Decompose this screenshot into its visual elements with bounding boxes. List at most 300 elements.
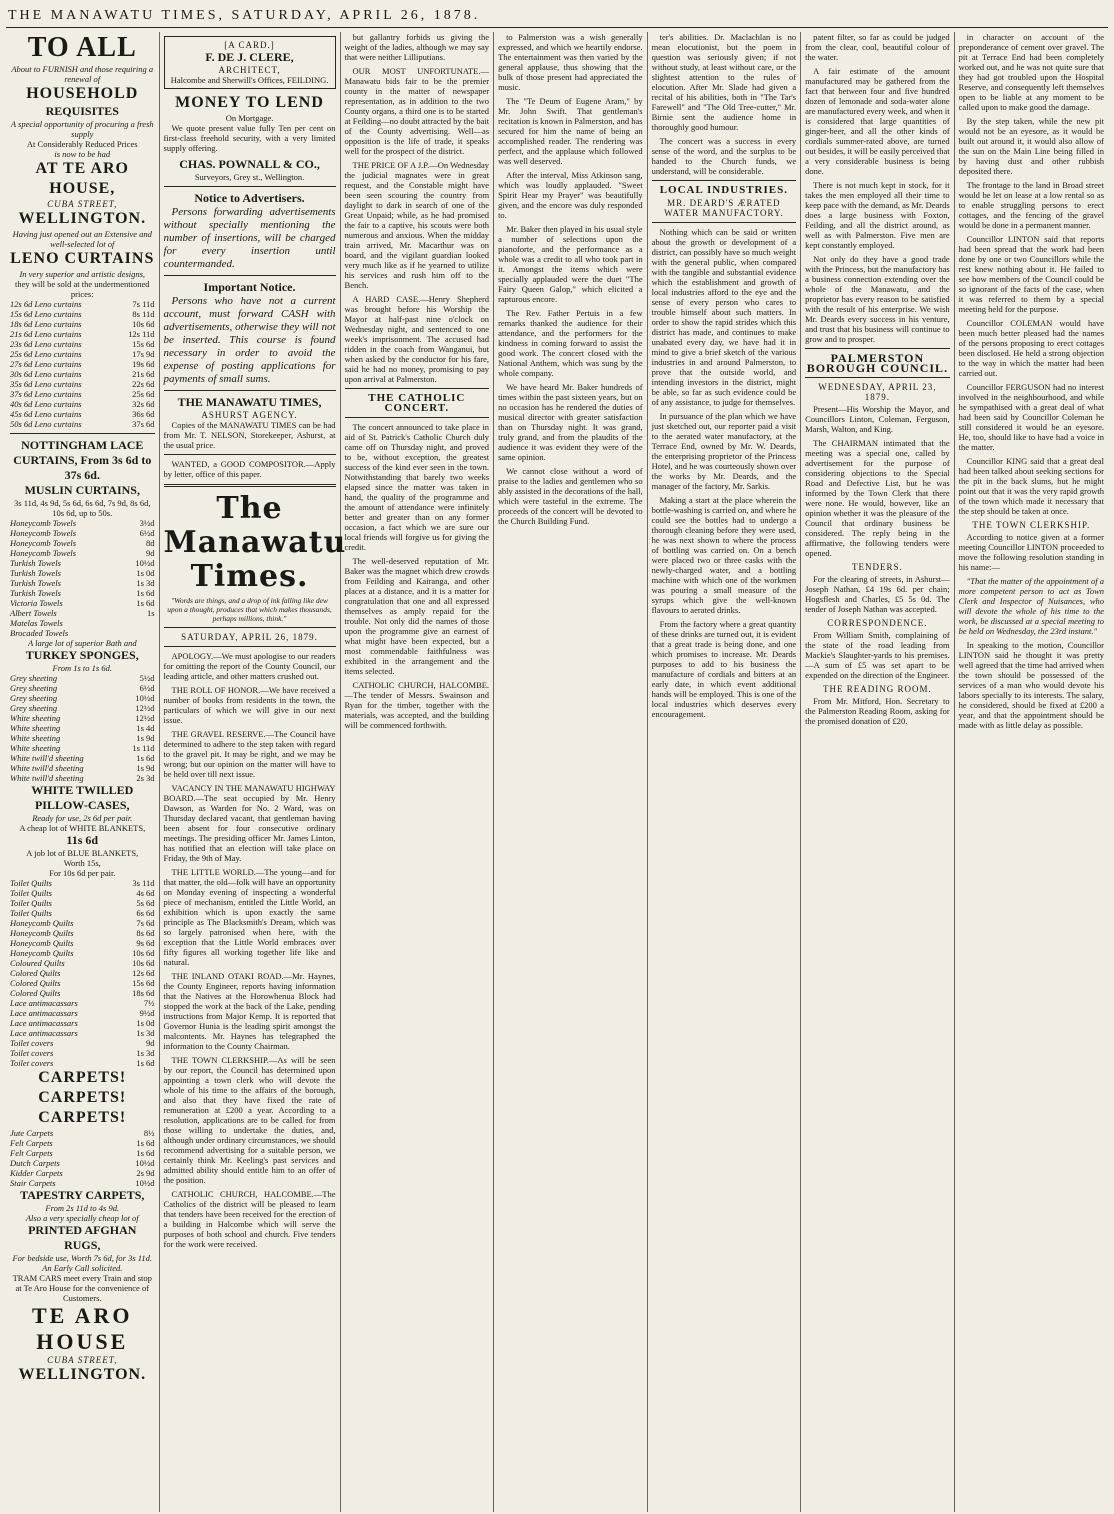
card-name: F. DE J. CLERE, [205, 50, 294, 64]
article-text: in character on account of the preponderance of cement over gravel. The pit at Terrace End had been completely worked out, and he was not quite sure that they had got troubled upon the Hospital Reserve, and consequently left themselves open to be liable at any moment to be called upon to make good the damage. [958, 32, 1105, 112]
price-value: 10s 6d [132, 958, 155, 968]
price-row [10, 753, 155, 763]
concert-heading: THE CATHOLIC CONCERT. [368, 392, 466, 414]
price-row [10, 618, 155, 628]
price-value: 10½d [135, 693, 155, 703]
column-1-advertisement [6, 32, 160, 1512]
notice-advertisers-body: Persons forwarding advertisements without specially mentioning the number of insertions, will be charged for every insertion until countermanded. [163, 206, 336, 270]
article-text: Councillor COLEMAN would have been much better pleased had the names of the persons proposing to erect cottages been disclosed. He held a strong objection to the way in which the matter had been carried out. [958, 318, 1105, 378]
price-value: 17s 9d [132, 349, 155, 359]
price-row [10, 1148, 155, 1158]
price-item: 50s 6d Leno curtains [10, 419, 82, 429]
price-item: 45s 6d Leno curtains [10, 409, 82, 419]
price-row [10, 399, 155, 409]
price-value: 9d [146, 1038, 155, 1048]
price-value: 1s 9d [136, 763, 155, 773]
price-item: White sheeting [10, 733, 61, 743]
reading-room-heading: THE READING ROOM. [823, 684, 932, 694]
price-row [10, 1018, 155, 1028]
price-item: White twill'd sheeting [10, 753, 84, 763]
article-text: Mr. Baker then played in his usual style a number of selections upon the pianoforte, and the performance as a whole was a credit to all who took part in it. Amongst the items which were specially applauded were the duet "The Fairy Queen Galop," which elicited a rapturous encore. [498, 224, 643, 304]
price-row [10, 598, 155, 608]
article-text: The frontage to the land in Broad street would be let on lease at a low rental so as to enable struggling persons to erect cottages, and the fencing of the gravel would be done in a permanent manner. [958, 180, 1105, 230]
paper-motto: "Words are things, and a drop of ink falling like dew upon a thought, produces that which makes thousands, perhaps millions, think." [167, 596, 332, 623]
price-row [10, 888, 155, 898]
price-item: White sheeting [10, 743, 61, 753]
price-value: 36s 6d [132, 409, 155, 419]
ad-tram: TRAM CARS meet every Train and stop at Te Aro House for the convenience of Customers. [12, 1273, 152, 1303]
price-item: Dutch Carpets [10, 1158, 60, 1168]
price-item: Honeycomb Quilts [10, 928, 74, 938]
wanted-ad: WANTED, a GOOD COMPOSITOR.—Apply by letter, office of this paper. [163, 459, 336, 479]
price-item: Grey sheeting [10, 703, 58, 713]
price-row [10, 703, 155, 713]
column-3 [341, 32, 495, 1512]
price-item: 18s 6d Leno curtains [10, 319, 82, 329]
price-value: 12s 11d [128, 329, 155, 339]
price-value: 15s 6d [132, 978, 155, 988]
price-item: 25s 6d Leno curtains [10, 349, 82, 359]
price-row [10, 1178, 155, 1188]
article-text: From the factory where a great quantity of these drinks are turned out, it is evident that a great trade is being done, and one which promises to increase. Mr. Deards purposes to add to his business the manufacture of cordials and bitters at an early date, in which event additional hands will be employed. This is one of the local industries which deserves every encouragement. [651, 619, 797, 719]
price-row [10, 379, 155, 389]
price-row [10, 329, 155, 339]
column-2 [160, 32, 347, 1512]
ad-carpets: CARPETS! CARPETS! CARPETS! [38, 1069, 127, 1126]
article-concert-1: The concert announced to take place in aid of St. Patrick's Catholic Church duly came off on Thursday night, and proved to be, without exception, the greatest success of the kind ever seen in the town. Notwithstanding that barely two weeks elapsed since the matter was taken in hand, the quality of the programme and the amount of attendance were infinitely better and greater than on any former occasion, a fact which we are sure our local friends will forgive us for giving the credit. [344, 422, 490, 552]
article-text: Councillor FERGUSON had no interest involved in the neighbourhood, and while he sympathised with a great deal of what had been said by Councillor Coleman he still considered it would be an eyesore. He, too, should like to have had a voice in the matter. [958, 382, 1105, 452]
price-item: Turkish Towels [10, 588, 61, 598]
money-sub: On Mortgage. [225, 113, 274, 123]
ad-rugs-sub: For bedside use, Worth 7s 6d, for 3s 11d. [12, 1253, 153, 1263]
price-row [10, 1158, 155, 1168]
price-item: Albert Towels [10, 608, 57, 618]
divider [652, 222, 797, 223]
article-text: From William Smith, complaining of the state of the road leading from Mackie's Slaughter-yards to his premises.—A sum of £5 was set apart to be expended on the direction of the Engineer. [805, 630, 950, 680]
article-text: By the step taken, while the new pit would not be an eyesore, as it would be built out around it, it would also allow of the sun on the Main Line being filled in by having dust and other rubbish deposited there. [958, 116, 1105, 176]
divider [164, 186, 336, 187]
price-item: Jute Carpets [10, 1128, 54, 1138]
price-row [10, 723, 155, 733]
price-value: 18s 6d [132, 988, 155, 998]
ad-blankets-price: 11s 6d [66, 833, 99, 847]
article-town-clerkship: THE TOWN CLERKSHIP.—As will be seen by our report, the Council has determined upon appointing a town clerk who will devote the whole of his time to the affairs of the borough, and also that they have fixed the rate of remuneration at £200 a year. According to a resolution, applications are to be called for from those willing to undertake the duties, and, although under ordinary circumstances, we should recommend advertising for a suitable person, we certainly think Mr. Keeling's past services and admitted ability should entitle him to an offer of the position. [163, 1055, 336, 1185]
price-value: 22s 6d [132, 379, 155, 389]
price-item: White twill'd sheeting [10, 763, 84, 773]
price-item: Felt Carpets [10, 1138, 53, 1148]
ad-footer-cuba: CUBA STREET, [47, 1355, 118, 1365]
town-clerkship-heading: THE TOWN CLERKSHIP. [972, 520, 1091, 530]
ad-blue-price: For 10s 6d per pair. [49, 868, 116, 878]
local-industries-heading: LOCAL INDUSTRIES. [659, 184, 788, 196]
card-label: [A CARD.] [224, 40, 275, 50]
column-5 [648, 32, 802, 1512]
price-item: 15s 6d Leno curtains [10, 309, 82, 319]
price-row [10, 918, 155, 928]
divider [345, 417, 490, 418]
price-value: 1s 0d [136, 568, 155, 578]
ad-wellington: WELLINGTON. [18, 210, 147, 227]
ad-nottingham: NOTTINGHAM LACE CURTAINS, From 3s 6d to 37s 6d. [13, 438, 152, 482]
price-item: 30s 6d Leno curtains [10, 369, 82, 379]
price-item: White sheeting [10, 713, 61, 723]
ad-muslin-prices: 3s 11d, 4s 9d, 5s 6d, 6s 6d, 7s 9d, 8s 6d, 10s 6d, up to 50s. [14, 498, 151, 518]
price-value: 12½d [135, 703, 155, 713]
ad-turkey-sub: From 1s to 1s 6d. [52, 663, 112, 673]
ad-twilled-sub: Ready for use, 2s 6d per pair. [32, 813, 133, 823]
divider [652, 180, 797, 181]
article-catholic-church-2: CATHOLIC CHURCH, HALCOMBE.—The tender of Messrs. Swainson and Ryan for the timber, together with the materials, was accepted, and the building will be commenced forthwith. [344, 680, 490, 730]
price-value: 1s 3d [136, 1048, 155, 1058]
article-text: For the clearing of streets, in Ashurst—Joseph Nathan, £4 19s 6d. per chain; Hogsflesh and Charles, £5 5s 0d. The tender of Joseph Nathan was accepted. [805, 574, 950, 614]
ad-blankets: A cheap lot of WHITE BLANKETS, [19, 823, 146, 833]
divider [164, 390, 336, 391]
article-price-jp: THE PRICE OF A J.P.—On Wednesday the judicial magnates were in great request, and the Constable might have been seen scouring the country from daylight to dark in search of one of the Great Unpaid; while, as he had promised the fair to a captive, his scouts were both numerous and anxious. When the midday train arrived, Mr. Macarthur was on board, and the vigilant guardian looked very much like as if he yearned to utilize his services and rush him off to the Bench. [344, 160, 490, 290]
price-item: Coloured Quilts [10, 958, 65, 968]
article-text: Councillor LINTON said that reports had been spread that the work had been done by one or two Councillors while the rest knew nothing about it. He failed to see how members of the Council could be so ignorant of the facts of the case, when it was referred to them by a special meeting held for the purpose. [958, 234, 1105, 314]
article-little-world: THE LITTLE WORLD.—The young—and for that matter, the old—folk will have an opportunity on Monday evening of inspecting a wonderful piece of mechanism, entitled the Little World, an exhibition which is upon exactly the same principle as The Blacksmith's Dream, which was so largely patronised when here, with the exception that the Little World embraces over fifty figures all working together life like and natural. [163, 867, 336, 967]
price-value: 1s 6d [136, 753, 155, 763]
price-row [10, 773, 155, 783]
price-item: Lace antimacassars [10, 1008, 78, 1018]
price-value: 9d [146, 548, 155, 558]
price-row [10, 299, 155, 309]
price-row [10, 319, 155, 329]
paper-title: The Manawatu Times. [163, 491, 347, 594]
article-text: Nothing which can be said or written about the growth or development of a district, can possibly have so much weight with the general public, when compared with the tangible and substantial evidence which the establishment and growth of local industries afford to the eye and the sense of every person who cares to trouble himself about such matters. In order to show the rapid strides which this district has made, and continues to make unabated every day, we have had it in mind to give a brief sketch of the various industries in and around Palmerston, to prove that the outside world, and intending investors in the district, might be able, so far as such evidence could be of any assistance, to judge for themselves. [651, 227, 797, 407]
money-body: We quote present value fully Ten per cent on first-class freehold security, with a very limited supply offering. [163, 123, 336, 153]
ad-leno-sub: In very superior and artistic designs, [19, 269, 146, 279]
price-row [10, 898, 155, 908]
article-text: to Palmerston was a wish generally expressed, and which we heartily endorse. The entertainment was then varied by the general applause, thus showing that the bulk of those present had appreciated the music. [498, 32, 643, 92]
price-item: Honeycomb Towels [10, 538, 77, 548]
price-item: Toilet Quilts [10, 878, 52, 888]
article-text: We cannot close without a word of praise to the ladies and gentlemen who so ably assisted in the decorations of the hall, which were tasteful in the extreme. The proceeds of the concert will be devoted to the Church Building Fund. [498, 466, 643, 526]
price-row [10, 528, 155, 538]
price-value: 37s 6d [132, 419, 155, 429]
price-item: 27s 6d Leno curtains [10, 359, 82, 369]
price-value: 5½d [139, 673, 155, 683]
agency-sub: ASHURST AGENCY. [201, 410, 298, 420]
article-text: but gallantry forbids us giving the weight of the ladies, although we may say that were neither Lilliputians. [344, 32, 490, 62]
price-item: Lace antimacassars [10, 998, 78, 1008]
price-value: 1s 3d [136, 1028, 155, 1038]
price-item: Toilet Quilts [10, 898, 52, 908]
quilt-price-list [10, 878, 155, 1068]
column-6 [801, 32, 955, 1512]
price-item: Turkish Towels [10, 558, 61, 568]
price-value: 1s 6d [136, 598, 155, 608]
divider [164, 454, 336, 455]
price-value: 21s 6d [132, 369, 155, 379]
article-gravel-reserve: THE GRAVEL RESERVE.—The Council have determined to adhere to the step taken with regard to the gravel pit. It may be right, and we may be wrong; but our opinion on the matter will have to be held over till next issue. [163, 729, 336, 779]
column-7 [955, 32, 1108, 1512]
price-row [10, 359, 155, 369]
article-apology: APOLOGY.—We must apologise to our readers for omitting the report of the County Council, our leading article, and other matters crushed out. [163, 651, 336, 681]
price-item: Toilet covers [10, 1058, 54, 1068]
column-4 [494, 32, 648, 1512]
article-roll-of-honor: THE ROLL OF HONOR.—We have received a number of books from residents in the town, the particulars of which we will give in our next issue. [163, 685, 336, 725]
price-row [10, 1128, 155, 1138]
price-value: 1s 6d [136, 1058, 155, 1068]
price-value: 1s 6d [136, 1138, 155, 1148]
article-text: After the interval, Miss Atkinson sang, which was loudly applauded. "Sweet Spirit Hear my Prayer" was beautifully given, and the encore was duly responded to. [498, 170, 643, 220]
price-row [10, 369, 155, 379]
divider [164, 484, 336, 487]
price-row [10, 1048, 155, 1058]
article-catholic-church: CATHOLIC CHURCH, HALCOMBE.—The Catholics of the district will be pleased to learn that tenders have been received for the erection of a building in Halcombe which will serve the purposes of both school and church. Five tenders for the work were received. [163, 1189, 336, 1249]
price-item: Kidder Carpets [10, 1168, 63, 1178]
price-value: 6s 6d [136, 908, 155, 918]
price-item: Honeycomb Quilts [10, 938, 74, 948]
price-value: 25s 6d [132, 389, 155, 399]
price-row [10, 419, 155, 429]
price-row [10, 578, 155, 588]
ad-now-had: is now to be had [54, 149, 111, 159]
article-text: We have heard Mr. Baker hundreds of times within the past sixteen years, but on no occasion has he rendered the duties of musical director with greater satisfaction than on Thursday night. It was grand, truly grand, and from the plaudits of the audience it was evident they were of the same opinion. [498, 382, 643, 462]
price-row [10, 968, 155, 978]
article-text: Not only do they have a good trade with the Princess, but the manufactory has a business connection extending over the whole of the Manawatu, and the proprietor has every reason to be satisfied with the result of his enterprise. We wish Mr. Deards every success in his venture, and trust that his business will continue to grow and to prosper. [805, 254, 950, 344]
price-value: 2s 3d [136, 773, 155, 783]
price-value: 7s 11d [132, 299, 155, 309]
price-row [10, 988, 155, 998]
price-row [10, 1008, 155, 1018]
price-item: Honeycomb Quilts [10, 918, 74, 928]
agency-body: Copies of the MANAWATU TIMES can be had from Mr. T. NELSON, Storekeeper, Ashurst, at the usual price. [163, 420, 336, 450]
price-row [10, 998, 155, 1008]
ad-special-cheap: Also a very specially cheap lot of [25, 1213, 139, 1223]
ad-tapestry: TAPESTRY CARPETS, [20, 1188, 145, 1202]
price-row [10, 928, 155, 938]
price-item: 23s 6d Leno curtains [10, 339, 82, 349]
price-row [10, 558, 155, 568]
price-value: 3s 11d [132, 878, 155, 888]
price-value: 8s 11d [132, 309, 155, 319]
price-value: 4s 6d [136, 888, 155, 898]
article-text: Councillor KING said that a great deal had been talked about seeking sections for the pit in the back slums, but he might point out that it was the very rapid growth of the town which made it necessary that the step should be taken at once. [958, 456, 1105, 516]
article-text: Present—His Worship the Mayor, and Councillors Linton, Coleman, Ferguson, Marsh, Walton, and King. [805, 404, 950, 434]
pownall: CHAS. POWNALL & CO., [179, 157, 320, 171]
important-notice-body: Persons who have not a current account, must forward CASH with advertisements, otherwise they will not be inserted. This course is found necessary in order to avoid the expense of posting applications for payments of small sums. [163, 295, 336, 385]
price-value: 6½d [139, 528, 155, 538]
price-item: Felt Carpets [10, 1148, 53, 1158]
article-text: ter's abilities. Dr. Maclachlan is no mean elocutionist, but the poem in question was seriously given; if not without study, at least without care, or the slightest attention to the rules of elocution. After Mr. Slade had given a recital of his abilities, both in "The Tar's Farewell" and "The Old Tree-cutter," Mr. Birnie sent the audience home in thoroughly good humour. [651, 32, 797, 132]
price-item: Toilet covers [10, 1038, 54, 1048]
ad-bath: A large lot of superior Bath and [27, 638, 137, 648]
price-item: Honeycomb Towels [10, 548, 77, 558]
price-row [10, 948, 155, 958]
money-heading: MONEY TO LEND [175, 94, 324, 111]
price-row [10, 568, 155, 578]
price-item: Grey sheeting [10, 673, 58, 683]
ad-cuba: CUBA STREET, [47, 199, 118, 209]
price-item: Colored Quilts [10, 978, 61, 988]
price-value: 10s 6d [132, 319, 155, 329]
price-value: 5s 6d [136, 898, 155, 908]
ad-requisites: REQUISITES [45, 104, 119, 118]
price-value: 8s 6d [136, 928, 155, 938]
divider [345, 388, 490, 389]
price-value: 7½ [143, 998, 155, 1008]
price-value: 1s 6d [136, 1148, 155, 1158]
price-value: 9½d [139, 1008, 155, 1018]
price-row [10, 409, 155, 419]
divider [164, 646, 336, 647]
price-row [10, 908, 155, 918]
price-value: 19s 6d [132, 359, 155, 369]
ad-tapestry-sub: From 2s 11d to 4s 9d. [45, 1203, 120, 1213]
price-value: 3½d [139, 518, 155, 528]
ad-leno-sold: they will be sold at the undermentioned prices: [14, 279, 150, 299]
article-text: There is not much kept in stock, for it takes the men employed all their time to keep pace with the demand, as Mr. Deards does a large business with Foxton, Feilding, and all the district around, as well as with Palmerston. Five men are kept constantly employed. [805, 180, 950, 250]
price-item: 37s 6d Leno curtains [10, 389, 82, 399]
price-value: 12s 6d [132, 968, 155, 978]
price-value: 9s 6d [136, 938, 155, 948]
towel-price-list [10, 518, 155, 638]
pownall-sub: Surveyors, Grey st., Wellington. [194, 172, 305, 182]
ad-intro: About to FURNISH and those requiring a renewal of [11, 64, 154, 84]
price-item: Honeycomb Towels [10, 528, 77, 538]
price-row [10, 693, 155, 703]
ad-printed: PRINTED AFGHAN RUGS, [28, 1223, 137, 1252]
price-item: Victoria Towels [10, 598, 63, 608]
article-text: The Rev. Father Pertuis in a few remarks thanked the audience for their attendance, and the performers for the kindness in coming forward to assist the good work. The concert closed with the National Anthem, which was sung by the whole company. [498, 308, 643, 378]
price-row [10, 938, 155, 948]
article-text: A fair estimate of the amount manufactured may be gathered from the fact that between four and five hundred dozen of lemonade and soda-water alone are manufactured every week, and when it is considered that large quantities of ginger-beer, and all the other kinds of cordials summer-rated above, are turned out besides, it will be easily perceived that a very considerable business is being done. [805, 66, 950, 176]
ad-footer-wellington: WELLINGTON. [18, 1366, 147, 1383]
price-value: 8d [146, 538, 155, 548]
ad-early: An Early Call solicited. [42, 1263, 123, 1273]
ad-household: HOUSEHOLD [26, 85, 139, 102]
price-value: 10s 6d [132, 948, 155, 958]
price-row [10, 763, 155, 773]
price-item: Matelas Towels [10, 618, 63, 628]
price-row [10, 389, 155, 399]
price-item: 12s 6d Leno curtains [10, 299, 82, 309]
price-value: 1s 11d [132, 743, 155, 753]
price-value: 1s 3d [136, 578, 155, 588]
price-item: Toilet Quilts [10, 908, 52, 918]
ad-muslin: MUSLIN CURTAINS, [24, 483, 140, 497]
divider [10, 433, 155, 434]
article-otaki-road: THE INLAND OTAKI ROAD.—Mr. Haynes, the County Engineer, reports having information that the Natives at the Horowhenua Block had stopped the work at the back of the Lake, pending instructions from Major Kemp. It is reported that Governor Hunia is the leading spirit amongst the malcontents. Mr. Haynes has telegraphed the information to the County Chairman. [163, 971, 336, 1051]
article-concert-2: The well-deserved reputation of Mr. Baker was the magnet which drew crowds from Feilding and Kairanga, and other places at a distance, and it is a matter for congratulation that one and all expressed themselves as amply repaid for the trouble. Not only did the names of those upon the programme give an earnest of what might have been expected, but a most commendable faithfulness was exhibited in the arrangement and the items selected. [344, 556, 490, 676]
article-vacancy: VACANCY IN THE MANAWATU HIGHWAY BOARD.—The seat occupied by Mr. Henry Dawson, as Warden for No. 2 Ward, was on Thursday declared vacant, that gentleman having been absent for four consecutive ordinary meetings. The presiding officer Mr. James Linton, has notified that an election will take place on Friday, the 9th of May. [163, 783, 336, 863]
price-item: Stair Carpets [10, 1178, 56, 1188]
price-item: Turkish Towels [10, 568, 61, 578]
price-row [10, 673, 155, 683]
correspondence-heading: CORRESPONDENCE. [827, 618, 928, 628]
columns [6, 32, 1108, 1512]
price-value: 1s 6d [136, 588, 155, 598]
council-date: WEDNESDAY, APRIL 23, 1879. [818, 382, 937, 402]
price-value: 10½d [135, 1158, 155, 1168]
article-text: In pursuance of the plan which we have just sketched out, our reporter paid a visit to the aerated water manufactory, at the Terrace End, owned by Mr. W. Deards, the enterprising proprietor of the Princess Hotel, and he was courteously shown over the works by Mr. Deards, and the manager of the factory, Mr. Sarkis. [651, 411, 797, 491]
article-unfortunate: OUR MOST UNFORTUNATE.—Manawatu bids fair to be the premier county in the matter of newspaper representation, as in addition to the two County organs, a third one is to be started at Feilding—no doubt attracted by the bait of the County advertising. Well—as opposition is the life of trade, it speaks well for the prospect of the district. [344, 66, 490, 156]
ad-footer: TE ARO HOUSE [32, 1303, 133, 1354]
price-row [10, 1168, 155, 1178]
divider [805, 348, 950, 349]
price-value: 10½d [135, 558, 155, 568]
article-hard-case: A HARD CASE.—Henry Shepherd was brought before his Worship the Mayor at half-past nine o'clock on Wednesday night, and sentenced to one week's imprisonment. The accused had ridden in the coach from Wanganui, but when asked by the conductor for his fare, said he had no money, promising to pay upon arrival at Palmerston. [344, 294, 490, 384]
price-row [10, 548, 155, 558]
divider [164, 627, 336, 628]
price-item: Toilet covers [10, 1048, 54, 1058]
price-row [10, 588, 155, 598]
price-item: Brocaded Towels [10, 628, 69, 638]
ad-leno: LENO CURTAINS [10, 250, 155, 267]
ad-to-all: TO ALL [27, 32, 137, 63]
price-row [10, 978, 155, 988]
ad-blue-worth: Worth 15s, [63, 858, 101, 868]
sheeting-price-list [10, 673, 155, 783]
council-heading: PALMERSTON BOROUGH COUNCIL. [806, 351, 949, 375]
price-value: 32s 6d [132, 399, 155, 409]
carpet-price-list [10, 1128, 155, 1188]
price-row [10, 608, 155, 618]
price-row [10, 538, 155, 548]
price-row [10, 349, 155, 359]
price-row [10, 713, 155, 723]
price-item: Colored Quilts [10, 968, 61, 978]
article-text: patent filter, so far as could be judged from the clear, cool, beautiful colour of the water. [805, 32, 950, 62]
ad-special: A special opportunity of procuring a fresh supply [10, 119, 154, 139]
price-value: 1s 0d [136, 1018, 155, 1028]
price-value: 1s 9d [136, 733, 155, 743]
price-row [10, 1138, 155, 1148]
article-text: From Mr. Mitford, Hon. Secretary to the Palmerston Reading Room, asking for the promised donation of £20. [805, 696, 950, 726]
price-row [10, 878, 155, 888]
card-role: ARCHITECT, [218, 65, 281, 75]
price-item: Honeycomb Quilts [10, 948, 74, 958]
article-text: The "Te Deum of Eugene Aram," by Mr. John Swift. That gentleman's recitation is known in Palmerston, and has secured for him the name of being an accomplished reader. The rendering was perfect, and the applause which followed was well deserved. [498, 96, 643, 166]
article-text: Making a start at the place wherein the bottle-washing is carried on, and where he could see the bottles had to undergo a thorough cleaning before they were used, he was next shown to where the process of bottling was carried on. On a bench were placed two or three casks with the newly-charged water, and a bottling machine with which one of the workmen was pouring a small measure of the syrups which give the well-known flavours to aerated drinks. [651, 495, 797, 615]
price-row [10, 683, 155, 693]
price-value: 8½ [143, 1128, 155, 1138]
article-text: "That the matter of the appointment of a more competent person to act as Town Clerk and Inspector of Nuisances, who will devote the whole of his time to the work, be discussed at a special meeting to be held on Wednesday, the 23rd instant." [958, 576, 1105, 636]
price-item: Toilet Quilts [10, 888, 52, 898]
price-row [10, 1028, 155, 1038]
price-row [10, 743, 155, 753]
leno-price-list [10, 299, 155, 429]
price-value: 15s 6d [132, 339, 155, 349]
ad-reduced: At Considerably Reduced Prices [26, 139, 138, 149]
article-text: The concert was a success in every sense of the word, and the surplus to be handed to the Church funds, we understand, will be considerable. [651, 136, 797, 176]
price-item: Grey sheeting [10, 693, 58, 703]
architect-card [164, 36, 336, 89]
price-value: 6½d [139, 683, 155, 693]
price-row [10, 339, 155, 349]
price-item: 40s 6d Leno curtains [10, 399, 82, 409]
price-row [10, 309, 155, 319]
price-item: Lace antimacassars [10, 1018, 78, 1028]
masthead-title: THE MANAWATU TIMES, SATURDAY, APRIL 26, 1878. [8, 8, 481, 23]
agency-heading: THE MANAWATU TIMES, [177, 395, 322, 409]
price-item: Honeycomb Towels [10, 518, 77, 528]
ad-te-aro: AT TE ARO HOUSE, [35, 160, 129, 197]
price-row [10, 733, 155, 743]
price-value: 1s 4d [136, 723, 155, 733]
price-value: 1s [146, 608, 155, 618]
ad-blue: A job lot of BLUE BLANKETS, [26, 848, 139, 858]
price-row [10, 1058, 155, 1068]
price-item: Grey sheeting [10, 683, 58, 693]
article-text: According to notice given at a former meeting Councillor LINTON proceeded to move the following resolution standing in his name:— [958, 532, 1105, 572]
divider [164, 275, 336, 276]
ad-opened: Having just opened out an Extensive and well-selected lot of [12, 229, 152, 249]
card-address: Halcombe and Sherwill's Offices, FEILDING. [170, 75, 329, 85]
price-item: Lace antimacassars [10, 1028, 78, 1038]
